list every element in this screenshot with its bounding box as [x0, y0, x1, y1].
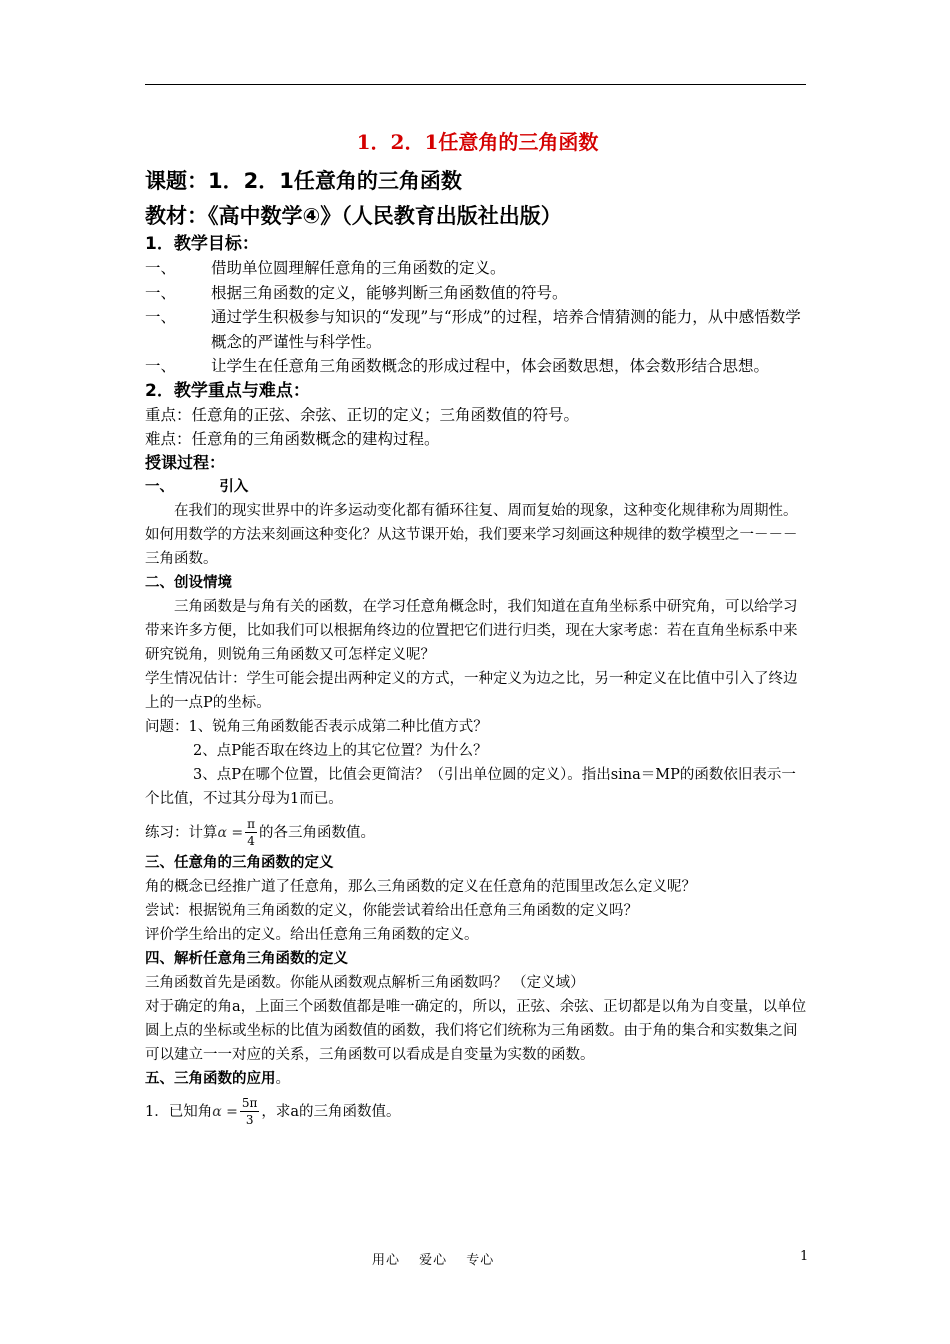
analysis-paragraph-1: 三角函数首先是函数。你能从函数观点解析三角函数吗？ （定义域）: [145, 974, 585, 991]
fraction-numerator: 5π: [241, 1096, 258, 1110]
difficult-point-text: 难点：任意角的三角函数概念的建构过程。: [145, 429, 440, 448]
goal-text: 根据三角函数的定义，能够判断三角函数值的符号。: [211, 283, 568, 302]
analysis-heading: 四、解析任意角三角函数的定义: [145, 950, 348, 967]
footer-motto: 用心 爱心 专心: [372, 1253, 495, 1268]
definition-paragraph-1: 角的概念已经推广道了任意角，那么三角函数的定义在任意角的范围里改怎么定义呢？: [145, 878, 696, 895]
goal-text: 通过学生积极参与知识的“发现”与“形成”的过程，培养合情猜测的能力，从中感悟数学概念的严谨性与科学性。: [211, 308, 801, 351]
goal-item: [145, 281, 810, 306]
process-heading: 授课过程：: [145, 452, 226, 472]
analysis-paragraph-2: 对于确定的角a，上面三个函数值都是唯一确定的，所以，正弦、余弦、正切都是以角为自变量，以单位圆上点的坐标或坐标的比值为函数值的函数，我们将它们统称为三角函数。由于角的集合和实数集之间可以建立一一对应的关系，三角函数可以看成是自变量为实数的函数。: [145, 998, 807, 1063]
application-line: [145, 1091, 810, 1133]
question-3-text: 3、点P在哪个位置，比值会更简洁？（引出单位圆的定义）。指出sina＝MP的函数依旧表示一个比值，不过其分母为1而已。: [145, 766, 796, 807]
goal-item: [145, 305, 810, 354]
key-points-heading: 2．教学重点与难点：: [145, 380, 310, 401]
exercise-alpha: α =: [217, 824, 244, 841]
application-fraction: [240, 1095, 260, 1128]
question-1: 问题：1、锐角三角函数能否表示成第二种比值方式？: [145, 718, 488, 735]
definition-paragraph-2: 尝试：根据锐角三角函数的定义，你能尝试着给出任意角三角函数的定义吗？: [145, 902, 638, 919]
question-3: [145, 763, 810, 811]
fraction-numerator: π: [247, 817, 256, 831]
intro-paragraph: 在我们的现实世界中的许多运动变化都有循环往复、周而复始的现象，这种变化规律称为周期性。如何用数学的方法来刻画这种变化？从这节课开始，我们要来学习刻画这种规律的数学模型之一－－－三角函数。: [145, 502, 798, 567]
document-page: [145, 118, 810, 1133]
fraction-denominator: 4: [247, 834, 255, 848]
application-suffix: ，求a的三角函数值。: [261, 1103, 401, 1120]
textbook-heading: 教材：《高中数学④》（人民教育出版社出版）: [145, 204, 562, 228]
key-point-text: 重点：任意角的正弦、余弦、正切的定义；三角函数值的符号。: [145, 405, 580, 424]
application-heading-period: 。: [275, 1070, 290, 1087]
lesson-heading: 课题：1．2．1任意角的三角函数: [145, 169, 462, 193]
goals-heading: 1．教学目标：: [145, 234, 259, 254]
header-rule: [145, 84, 806, 85]
goal-number: 一、: [145, 357, 177, 375]
exercise-line: [145, 815, 810, 851]
goal-item: [145, 354, 810, 379]
document-title: 1．2．1任意角的三角函数: [356, 130, 599, 154]
scene-paragraph: 三角函数是与角有关的函数，在学习任意角概念时，我们知道在直角坐标系中研究角，可以给学习带来许多方便，比如我们可以根据角终边的位置把它们进行归类，现在大家考虑：若在直角坐标系中来研究锐角，则锐角三角函数又可怎样定义呢？: [145, 598, 798, 663]
scene-heading: 二、创设情境: [145, 574, 232, 591]
exercise-suffix: 的各三角函数值。: [259, 824, 376, 841]
goal-number: 一、: [145, 283, 177, 302]
goal-text: 借助单位圆理解任意角的三角函数的定义。: [211, 259, 506, 277]
application-heading-line: [145, 1067, 810, 1091]
goal-item: [145, 256, 810, 281]
exercise-prefix: 练习：计算: [145, 824, 218, 841]
estimate-paragraph: 学生情况估计：学生可能会提出两种定义的方式，一种定义为边之比，另一种定义在比值中引入了终边上的一点P的坐标。: [145, 670, 798, 711]
intro-heading: 一、 引入: [145, 478, 249, 495]
fraction-denominator: 3: [245, 1113, 254, 1127]
application-alpha: α =: [212, 1103, 238, 1120]
goal-text: 让学生在任意角三角函数概念的形成过程中，体会函数思想，体会数形结合思想。: [211, 357, 770, 375]
exercise-fraction: [245, 816, 257, 849]
definition-heading: 三、任意角的三角函数的定义: [145, 854, 334, 871]
question-2: 2、点P能否取在终边上的其它位置？为什么？: [193, 742, 488, 759]
application-heading: 五、三角函数的应用: [145, 1070, 276, 1087]
definition-paragraph-3: 评价学生给出的定义。给出任意角三角函数的定义。: [145, 926, 479, 943]
goal-number: 一、: [145, 308, 177, 326]
application-prefix: 1．已知角: [145, 1103, 213, 1120]
goal-number: 一、: [145, 259, 177, 277]
page-number: 1: [800, 1249, 809, 1264]
